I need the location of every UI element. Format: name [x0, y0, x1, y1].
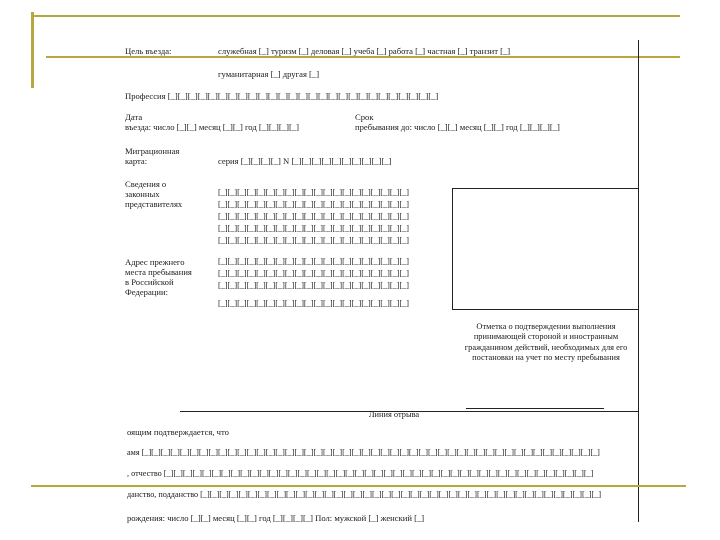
legal-reps-cells-row: [_][_][_][_][_][_][_][_][_][_][_][_][_][_][_][_][_][_][_][_] — [218, 188, 409, 197]
legal-reps-cells-row: [_][_][_][_][_][_][_][_][_][_][_][_][_][_][_][_][_][_][_][_] — [218, 224, 409, 233]
prev-address-label-1: Адрес прежнего — [125, 257, 185, 267]
prev-address-cells-row: [_][_][_][_][_][_][_][_][_][_][_][_][_][_][_][_][_][_][_][_] — [218, 299, 409, 308]
prev-address-label-4: Федерации: — [125, 287, 168, 297]
decorative-top-line — [31, 15, 680, 17]
legal-reps-label-1: Сведения о — [125, 179, 167, 189]
migration-card-label-2: карта: — [125, 156, 148, 166]
entry-date-label: Дата — [125, 112, 143, 122]
birth-date-and-sex-field: рождения: число [_][_] месяц [_][_] год [_][_][_][_] Пол: мужской [_] женский [_] — [127, 513, 425, 523]
decorative-vertical-bar — [31, 12, 34, 88]
prev-address-label-3: в Российской — [125, 277, 174, 287]
migration-card-label: Миграционная — [125, 146, 180, 156]
confirmation-note: Отметка о подтверждении выполнения принимающей стороной и иностранным гражданином действий, необходимых для его постановки на учет по месту пребывания — [464, 322, 628, 363]
profession-field: Профессия [_][_][_][_][_][_][_][_][_][_][_][_][_][_][_][_][_][_][_][_][_][_][_][_][_][_][_] — [125, 91, 439, 101]
legal-reps-label-3: представителях — [125, 199, 183, 209]
confirmation-stamp-box — [452, 188, 638, 310]
left-margin-mask — [0, 470, 126, 540]
legal-reps-cells-row: [_][_][_][_][_][_][_][_][_][_][_][_][_][_][_][_][_][_][_][_] — [218, 200, 409, 209]
tear-off-label: Линия отрыва — [368, 410, 420, 419]
confirms-text: оящим подтверждается, что — [127, 427, 229, 437]
stay-term-label: Срок — [355, 112, 374, 122]
decorative-second-line — [46, 56, 680, 58]
legal-reps-label-2: законных — [125, 189, 160, 199]
patronymic-field: , отчество [_][_][_][_][_][_][_][_][_][_][_][_][_][_][_][_][_][_][_][_][_][_][_][_][_][_][_][_][_][_][_][_][_][_][_][_][_][_][_][_][_][_][_][_][_] — [127, 469, 594, 478]
purpose-label: Цель въезда: — [125, 46, 172, 56]
citizenship-field: данство, подданство [_][_][_][_][_][_][_][_][_][_][_][_][_][_][_][_][_][_][_][_][_][_][_][_][_][_][_][_][_][_][_][_][_][_][_][_][_][_][_][_][_][_] — [127, 490, 602, 499]
prev-address-cells-row: [_][_][_][_][_][_][_][_][_][_][_][_][_][_][_][_][_][_][_][_] — [218, 257, 409, 266]
legal-reps-cells-row: [_][_][_][_][_][_][_][_][_][_][_][_][_][_][_][_][_][_][_][_] — [218, 236, 409, 245]
signature-line — [466, 408, 604, 409]
form-right-border — [638, 40, 639, 522]
decorative-bottom-line — [31, 485, 686, 487]
stay-term-field: пребывания до: число [_][_] месяц [_][_] год [_][_][_][_] — [355, 122, 560, 132]
migration-card-series: серия [_][_][_][_] N [_][_][_][_][_][_][_][_][_][_] — [218, 156, 392, 166]
purpose-options: служебная [_] туризм [_] деловая [_] учеба [_] работа [_] частная [_] транзит [_] — [218, 46, 511, 56]
prev-address-cells-row: [_][_][_][_][_][_][_][_][_][_][_][_][_][_][_][_][_][_][_][_] — [218, 269, 409, 278]
prev-address-cells-row: [_][_][_][_][_][_][_][_][_][_][_][_][_][_][_][_][_][_][_][_] — [218, 281, 409, 290]
purpose-options-2: гуманитарная [_] другая [_] — [218, 69, 320, 79]
name-field: амя [_][_][_][_][_][_][_][_][_][_][_][_][_][_][_][_][_][_][_][_][_][_][_][_][_][_][_][_][_][_][_][_][_][_][_][_][_][_][_][_][_][_][_][_][_][_][_][_] — [127, 448, 600, 457]
entry-date-field: въезда: число [_][_] месяц [_][_] год [_][_][_][_] — [125, 122, 299, 132]
prev-address-label-2: места пребывания — [125, 267, 192, 277]
legal-reps-cells-row: [_][_][_][_][_][_][_][_][_][_][_][_][_][_][_][_][_][_][_][_] — [218, 212, 409, 221]
